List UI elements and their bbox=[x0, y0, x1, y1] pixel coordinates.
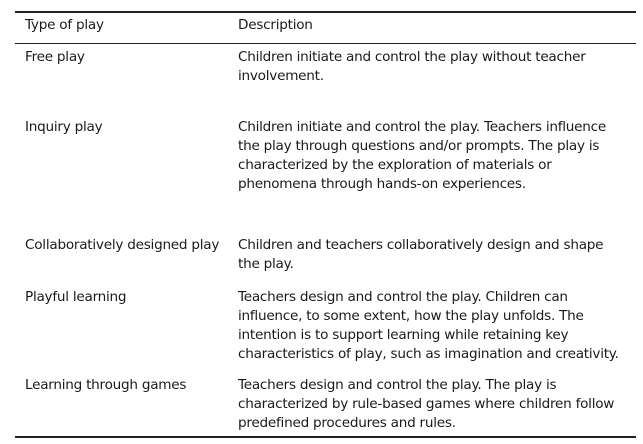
row-description-line: Children initiate and control the play. Teachers influence bbox=[238, 119, 606, 135]
row-type: Collaboratively designed play bbox=[25, 237, 220, 253]
header-description: Description bbox=[238, 17, 313, 33]
table-header-rule bbox=[15, 43, 636, 44]
row-type: Playful learning bbox=[25, 289, 127, 305]
row-description-line: characterized by rule-based games where children follow bbox=[238, 396, 615, 412]
row-description-line: Children and teachers collaboratively design and shape bbox=[238, 237, 604, 253]
row-description-line: Children initiate and control the play without teacher bbox=[238, 49, 586, 65]
row-type: Learning through games bbox=[25, 377, 187, 393]
row-type: Free play bbox=[25, 49, 85, 65]
row-description-line: involvement. bbox=[238, 68, 324, 84]
header-type-of-play: Type of play bbox=[25, 17, 104, 33]
row-description-line: phenomena through hands-on experiences. bbox=[238, 176, 526, 192]
row-description-line: predefined procedures and rules. bbox=[238, 415, 456, 431]
row-description-line: Teachers design and control the play. Children can bbox=[238, 289, 568, 305]
row-description-line: characterized by the exploration of materials or bbox=[238, 157, 552, 173]
row-type: Inquiry play bbox=[25, 119, 103, 135]
row-description-line: intention is to support learning while retaining key bbox=[238, 327, 569, 343]
table-bottom-rule bbox=[15, 436, 636, 438]
row-description-line: characteristics of play, such as imagination and creativity. bbox=[238, 346, 619, 362]
table-top-rule bbox=[15, 11, 636, 13]
row-description-line: the play. bbox=[238, 256, 294, 272]
row-description-line: influence, to some extent, how the play unfolds. The bbox=[238, 308, 584, 324]
row-description-line: the play through questions and/or prompts. The play is bbox=[238, 138, 600, 154]
row-description-line: Teachers design and control the play. The play is bbox=[238, 377, 557, 393]
